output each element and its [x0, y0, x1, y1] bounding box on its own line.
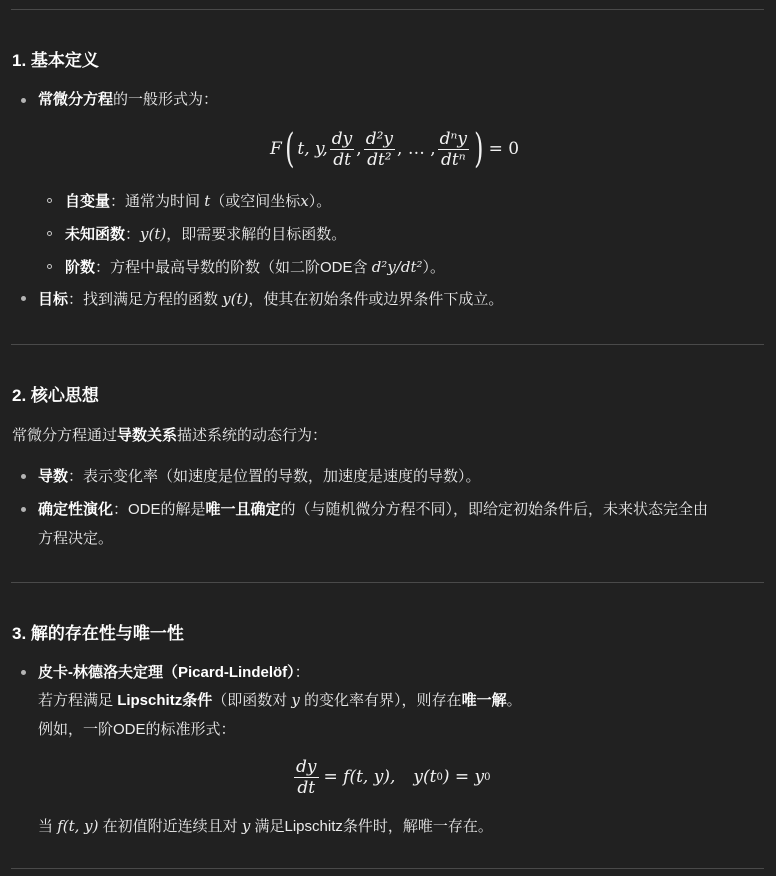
- sub-item-independent-variable: [65, 190, 331, 211]
- math-var: y(t): [140, 225, 167, 243]
- sub-item-unknown-function: [65, 223, 346, 244]
- bullet-dot: [21, 98, 26, 103]
- paragraph-intro: [12, 424, 327, 445]
- list-item-ode-form: [38, 88, 218, 109]
- text-lipschitz-condition: [38, 689, 522, 710]
- math-var: x: [300, 192, 309, 210]
- fraction-d2y-dt2: [364, 129, 395, 170]
- sub-bullet-circle: [47, 198, 52, 203]
- text: ：表示变化率（如速度是位置的导数，加速度是速度的导数）。: [68, 468, 481, 485]
- text-example: 例如，一阶ODE的标准形式：: [38, 721, 236, 738]
- left-paren: (: [284, 126, 295, 172]
- text: ：通常为时间: [110, 193, 201, 210]
- term-ode: 常微分方程: [38, 91, 114, 108]
- text: ：ODE的解是: [113, 501, 206, 518]
- divider: [11, 9, 764, 10]
- text: ：找到满足方程的函数: [68, 291, 219, 308]
- frac-num: dy: [331, 128, 353, 149]
- sub-item-order: [65, 256, 445, 277]
- text: ：: [294, 664, 310, 681]
- math-var: f(t, y): [57, 817, 99, 835]
- eq-lhs: F: [270, 139, 282, 159]
- text: 。: [506, 692, 522, 709]
- eq-args: t, y,: [297, 139, 328, 159]
- math-var: d²y/dt²: [371, 258, 423, 276]
- frac-num: d²y: [365, 128, 394, 149]
- bullet-dot: [21, 670, 26, 675]
- eq-ic: y(t: [413, 767, 437, 787]
- term-derivative-relation: 导数关系: [117, 427, 178, 444]
- divider: [11, 868, 764, 869]
- fraction-dy-dt: [294, 757, 319, 798]
- frac-den: dt: [333, 149, 351, 170]
- math-var: y(t): [222, 290, 249, 308]
- text: 的一般形式为：: [113, 91, 219, 108]
- term-lipschitz: Lipschitz条件: [117, 692, 213, 709]
- term-unknown-function: 未知函数: [65, 226, 126, 243]
- frac-num: dⁿy: [439, 128, 468, 149]
- list-item-picard: [38, 661, 310, 682]
- text: 满足Lipschitz条件时，解唯一存在。: [254, 818, 493, 835]
- divider: [11, 582, 764, 583]
- list-item-deterministic-cont: 方程决定。: [38, 530, 114, 547]
- text-conclusion: [38, 815, 493, 836]
- text: ，使其在初始条件或边界条件下成立。: [248, 291, 504, 308]
- text: ）。: [422, 259, 446, 276]
- math-var: y: [291, 691, 300, 709]
- frac-den: dt²: [367, 149, 392, 170]
- text: （即函数对: [212, 692, 288, 709]
- term-order: 阶数: [65, 259, 96, 276]
- term-unique-solution: 唯一解: [461, 692, 507, 709]
- section-heading-core-idea: 2. 核心思想: [12, 386, 99, 405]
- text: 的变化率有界），则存在: [304, 692, 462, 709]
- math-var: t: [204, 192, 211, 210]
- list-item-deterministic: [38, 498, 708, 519]
- text: ）。: [308, 193, 332, 210]
- eq-mid: = f(t, y),: [323, 767, 396, 787]
- list-item-goal: [38, 288, 503, 309]
- term-unique-deterministic: 唯一且确定: [205, 501, 281, 518]
- fraction-dny-dtn: [438, 129, 469, 170]
- eq-dots: , … ,: [397, 139, 436, 159]
- sub-bullet-circle: [47, 231, 52, 236]
- right-paren: ): [474, 126, 484, 172]
- eq-sub: 0: [484, 771, 491, 783]
- sub-bullet-circle: [47, 264, 52, 269]
- bullet-dot: [21, 474, 26, 479]
- term-independent-variable: 自变量: [65, 193, 111, 210]
- eq-ic-end: ) = y: [442, 767, 485, 787]
- text: ：方程中最高导数的阶数（如二阶ODE含: [95, 259, 368, 276]
- divider: [11, 344, 764, 345]
- text: 若方程满足: [38, 692, 114, 709]
- frac-num: dy: [296, 756, 317, 777]
- fraction-dy-dt: [330, 129, 355, 170]
- section-heading-definition: 1. 基本定义: [12, 51, 99, 70]
- eq-sub: 0: [436, 771, 443, 783]
- term-deterministic-evolution: 确定性演化: [38, 501, 114, 518]
- text: ，即需要求解的目标函数。: [166, 226, 347, 243]
- equation-first-order-ode: [292, 754, 490, 800]
- frac-den: dtⁿ: [441, 149, 466, 170]
- text: 常微分方程通过: [12, 427, 118, 444]
- text: ：: [125, 226, 141, 243]
- text: 当: [38, 818, 54, 835]
- eq-rhs: = 0: [488, 139, 520, 159]
- frac-den: dt: [297, 777, 316, 798]
- math-var: y: [241, 817, 251, 835]
- term-picard-theorem: 皮卡-林德洛夫定理（Picard-Lindelöf）: [38, 664, 295, 681]
- text: 在初值附近连续且对: [102, 818, 238, 835]
- section-heading-existence-uniqueness: 3. 解的存在性与唯一性: [12, 624, 184, 643]
- bullet-dot: [21, 507, 26, 512]
- term-goal: 目标: [38, 291, 69, 308]
- bullet-dot: [21, 296, 26, 301]
- text: 的（与随机微分方程不同），即给定初始条件后，未来状态完全由: [280, 501, 709, 518]
- text: 描述系统的动态行为：: [177, 427, 328, 444]
- term-derivative: 导数: [38, 468, 69, 485]
- list-item-derivative: [38, 465, 481, 486]
- text: （或空间坐标: [210, 193, 301, 210]
- equation-general-ode: F ( t, y, $\frac{dy}{dt}$ , $\frac{\text{d²y}}{\text{dt²}}$ , … , $\frac{\text{dⁿy}}{\text{dtⁿ}}$ ) = 0: [270, 126, 520, 172]
